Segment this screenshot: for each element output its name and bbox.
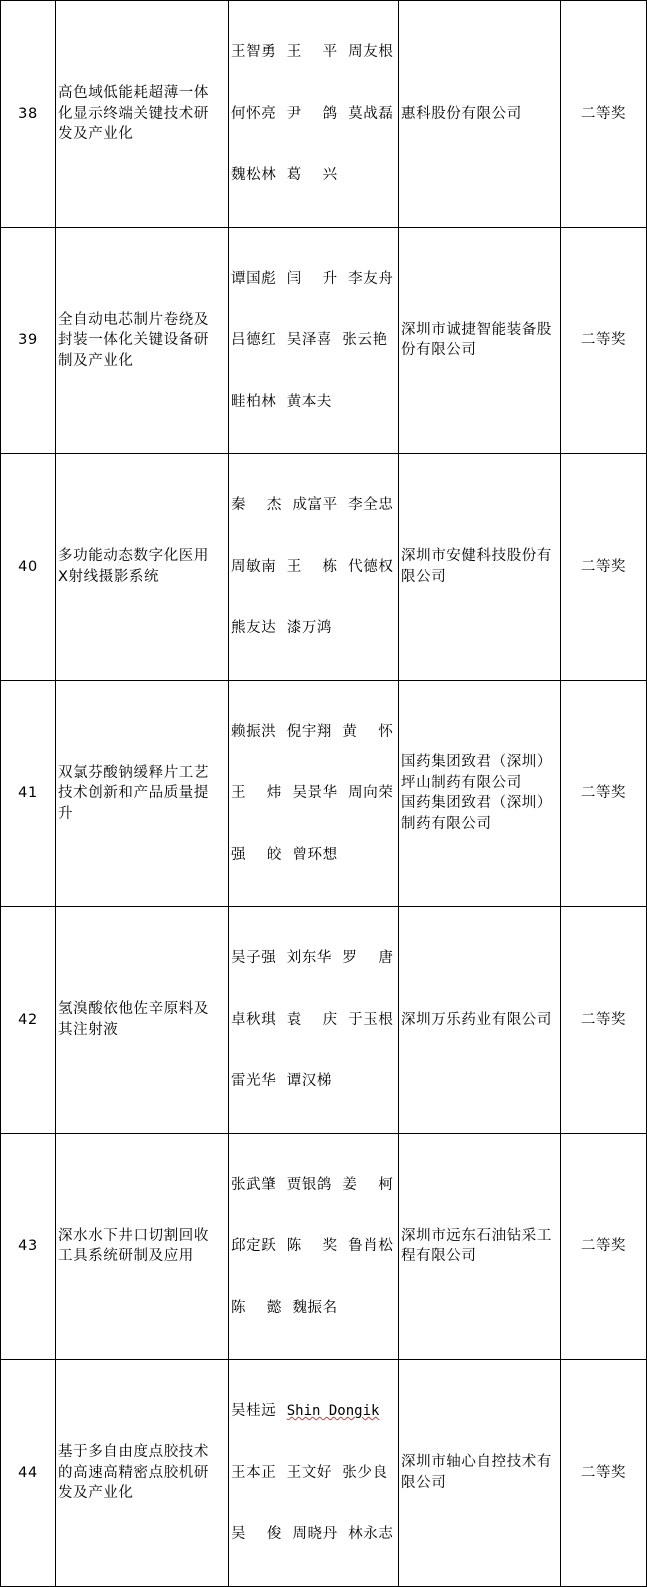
project-line: 工具系统研制及应用 xyxy=(58,1248,194,1265)
award-level: 二等奖 xyxy=(561,1360,647,1587)
contributors-line: 张武肇 贾银鸽 姜 柯 xyxy=(231,1176,394,1193)
project-line: 封装一体化关键设备研 xyxy=(58,332,209,348)
contributor-name: 吴桂远 xyxy=(231,1403,287,1419)
project-line: 技术创新和产品质量提 xyxy=(58,785,209,801)
row-number: 39 xyxy=(1,227,56,454)
contributors-line: 吴子强 刘东华 罗 唐 xyxy=(231,950,394,966)
award-level: 二等奖 xyxy=(561,907,647,1134)
project-line: 基于多自由度点胶技术 xyxy=(58,1444,209,1460)
contributors-line: 魏松林 葛 兴 xyxy=(231,167,338,183)
contributors xyxy=(229,680,399,907)
row-number: 42 xyxy=(1,907,56,1134)
table-row xyxy=(1,907,647,1134)
row-number: 38 xyxy=(1,1,56,228)
contributors-line: 秦 杰 成富平 李全忠 xyxy=(231,497,394,513)
row-number: 40 xyxy=(1,454,56,681)
organization-line: 程有限公司 xyxy=(401,1248,477,1265)
contributors-line: 畦柏林 黄本夫 xyxy=(231,393,333,410)
contributors-line: 邱定跃 陈 奖 鲁肖松 xyxy=(231,1238,394,1254)
organization xyxy=(399,1360,561,1587)
organization-line: 份有限公司 xyxy=(401,342,477,359)
organization-line: 深圳市远东石油钻采工 xyxy=(401,1227,552,1244)
project-line: X射线摄影系统 xyxy=(58,568,160,585)
organization-line: 限公司 xyxy=(401,1474,447,1491)
contributors-line: 周敏南 王 栋 代德权 xyxy=(231,558,394,575)
project-line: 制及产业化 xyxy=(58,352,134,369)
award-level: 二等奖 xyxy=(561,680,647,907)
organization-line: 坪山制药有限公司 xyxy=(401,774,522,791)
project-line: 其注射液 xyxy=(58,1021,119,1038)
organization-line: 国药集团致君（深圳） xyxy=(401,754,552,771)
project-line: 发及产业化 xyxy=(58,1485,134,1501)
project-name xyxy=(56,1,229,228)
table-row xyxy=(1,680,647,907)
award-level: 二等奖 xyxy=(561,1133,647,1360)
contributors-line: 王本正 王文好 张少良 xyxy=(231,1464,388,1481)
contributors-line: 谭国彪 闫 升 李友舟 xyxy=(231,270,394,287)
organization-line: 深圳市安健科技股份有 xyxy=(401,548,552,565)
organization-line: 深圳市诚捷智能装备股 xyxy=(401,321,552,338)
organization xyxy=(399,454,561,681)
row-number: 41 xyxy=(1,680,56,907)
contributors-line: 吕德红 吴泽喜 张云艳 xyxy=(231,332,388,348)
contributors-line: 王智勇 王 平 周友根 xyxy=(231,44,394,60)
project-line: 全自动电芯制片卷绕及 xyxy=(58,311,209,328)
contributors xyxy=(229,1,399,228)
project-line: 氢溴酸依他佐辛原料及 xyxy=(58,1001,209,1018)
contributors-line: 赖振洪 倪宇翔 黄 怀 xyxy=(231,723,394,740)
project-line: 升 xyxy=(58,805,74,822)
contributors-line xyxy=(231,1401,396,1422)
contributors xyxy=(229,1133,399,1360)
contributors-line: 雷光华 谭汉梯 xyxy=(231,1073,333,1089)
organization xyxy=(399,227,561,454)
contributors-line: 熊友达 漆万鸿 xyxy=(231,620,333,636)
contributors-line: 强 皎 曾环想 xyxy=(231,846,338,863)
organization xyxy=(399,1133,561,1360)
contributor-name-latin: Shin Dongik xyxy=(286,1403,380,1419)
table-row xyxy=(1,1360,647,1587)
project-line: 多功能动态数字化医用 xyxy=(58,548,209,565)
contributors xyxy=(229,454,399,681)
organization-line: 制药有限公司 xyxy=(401,815,492,832)
table-row xyxy=(1,1,647,228)
project-name xyxy=(56,227,229,454)
organization-line: 深圳万乐药业有限公司 xyxy=(401,1011,552,1028)
contributors-line: 何怀亮 尹 鸽 莫战磊 xyxy=(231,105,394,122)
award-level: 二等奖 xyxy=(561,454,647,681)
award-level: 二等奖 xyxy=(561,1,647,228)
row-number: 43 xyxy=(1,1133,56,1360)
table-row xyxy=(1,227,647,454)
organization xyxy=(399,907,561,1134)
table-row xyxy=(1,1133,647,1360)
organization-line: 深圳市轴心自控技术有 xyxy=(401,1454,552,1471)
contributors xyxy=(229,1360,399,1587)
contributors-line: 吴 俊 周晓丹 林永志 xyxy=(231,1526,394,1542)
organization-line: 限公司 xyxy=(401,568,447,585)
project-line: 双氯芬酸钠缓释片工艺 xyxy=(58,764,209,781)
contributors-line: 卓秋琪 袁 庆 于玉根 xyxy=(231,1011,394,1028)
organization-line: 国药集团致君（深圳） xyxy=(401,795,552,812)
project-name xyxy=(56,907,229,1134)
organization-line: 惠科股份有限公司 xyxy=(401,105,522,122)
project-name xyxy=(56,680,229,907)
project-name xyxy=(56,1360,229,1587)
project-name xyxy=(56,1133,229,1360)
organization xyxy=(399,680,561,907)
project-line: 的高速高精密点胶机研 xyxy=(58,1464,209,1481)
contributors xyxy=(229,227,399,454)
project-name xyxy=(56,454,229,681)
contributors-line: 王 炜 吴景华 周向荣 xyxy=(231,785,394,801)
project-line: 发及产业化 xyxy=(58,126,134,142)
project-line: 化显示终端关键技术研 xyxy=(58,105,209,122)
table-row xyxy=(1,454,647,681)
organization xyxy=(399,1,561,228)
contributors xyxy=(229,907,399,1134)
project-line: 深水水下井口切割回收 xyxy=(58,1227,209,1244)
row-number: 44 xyxy=(1,1360,56,1587)
project-line: 高色域低能耗超薄一体 xyxy=(58,85,209,101)
contributors-line: 陈 懿 魏振名 xyxy=(231,1299,338,1316)
award-level: 二等奖 xyxy=(561,227,647,454)
